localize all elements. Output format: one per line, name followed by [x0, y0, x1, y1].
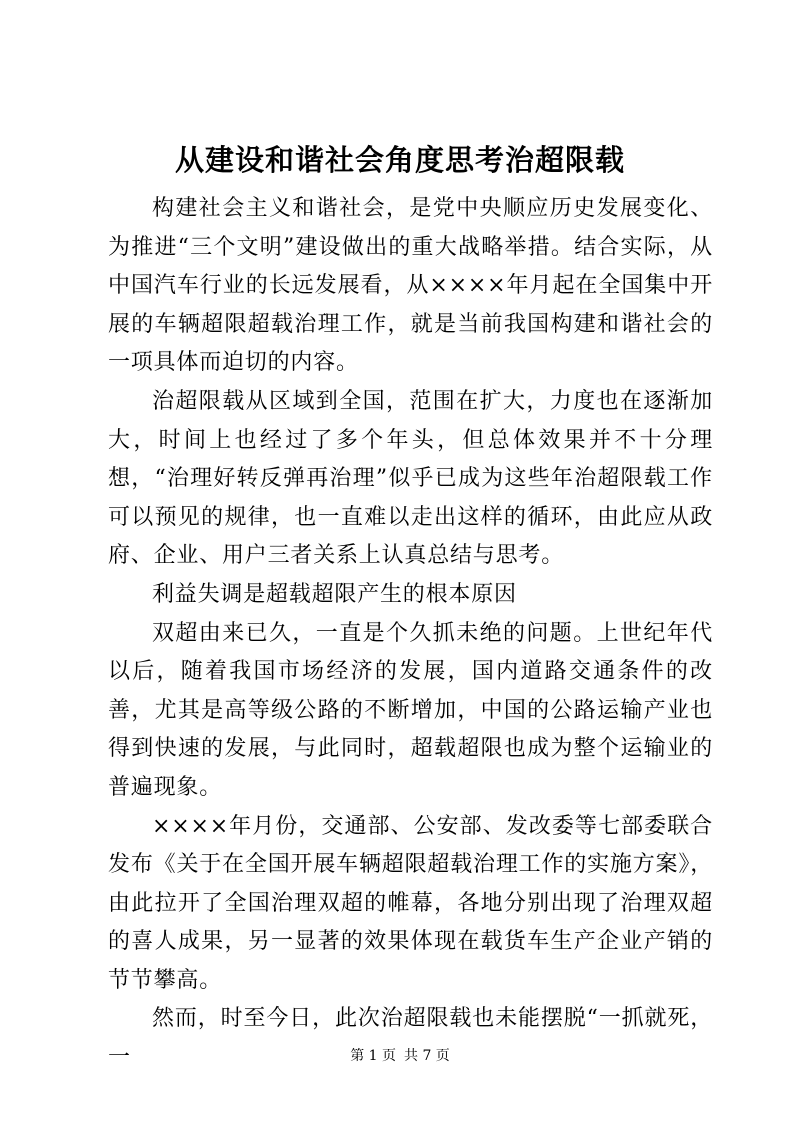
document-body — [108, 190, 713, 1078]
page-total: 共 7 页 — [404, 1048, 450, 1064]
paragraph: 然而，时至今日，此次治超限载也未能摆脱“一抓就死，一 — [108, 1006, 713, 1071]
section-heading: 利益失调是超载超限产生的根本原因 — [152, 581, 517, 607]
page-footer — [0, 1046, 800, 1066]
paragraph: 治超限载从区域到全国，范围在扩大，力度也在逐渐加大，时间上也经过了多个年头，但总体效果并不十分理想，“治理好转反弹再治理”似乎已成为这些年治超限载工作可以预见的规律，也一直难以走出这样的循环，由此应从政府、企业、用户三者关系上认真总结与思考。 — [108, 388, 713, 569]
document-title: 从建设和谐社会角度思考治超限载 — [174, 143, 625, 177]
paragraph: 双超由来已久，一直是个久抓未绝的问题。上世纪年代以后，随着我国市场经济的发展，国内道路交通条件的改善，尤其是高等级公路的不断增加，中国的公路运输产业也得到快速的发展，与此同时，超载超限也成为整个运输业的普遍现象。 — [108, 620, 713, 800]
paragraph: ××××年月份，交通部、公安部、发改委等七部委联合发布《关于在全国开展车辆超限超载治理工作的实施方案》，由此拉开了全国治理双超的帷幕，各地分别出现了治理双超的喜人成果，另一显著的效果体现在载货车生产企业产销的节节攀高。 — [108, 813, 713, 993]
page-number: 第 1 页 — [350, 1048, 396, 1064]
paragraph: 构建社会主义和谐社会，是党中央顺应历史发展变化、为推进“三个文明”建设做出的重大战略举措。结合实际，从中国汽车行业的长远发展看，从××××年月起在全国集中开展的车辆超限超载治理工作，就是当前我国构建和谐社会的一项具体而迫切的内容。 — [108, 196, 713, 376]
